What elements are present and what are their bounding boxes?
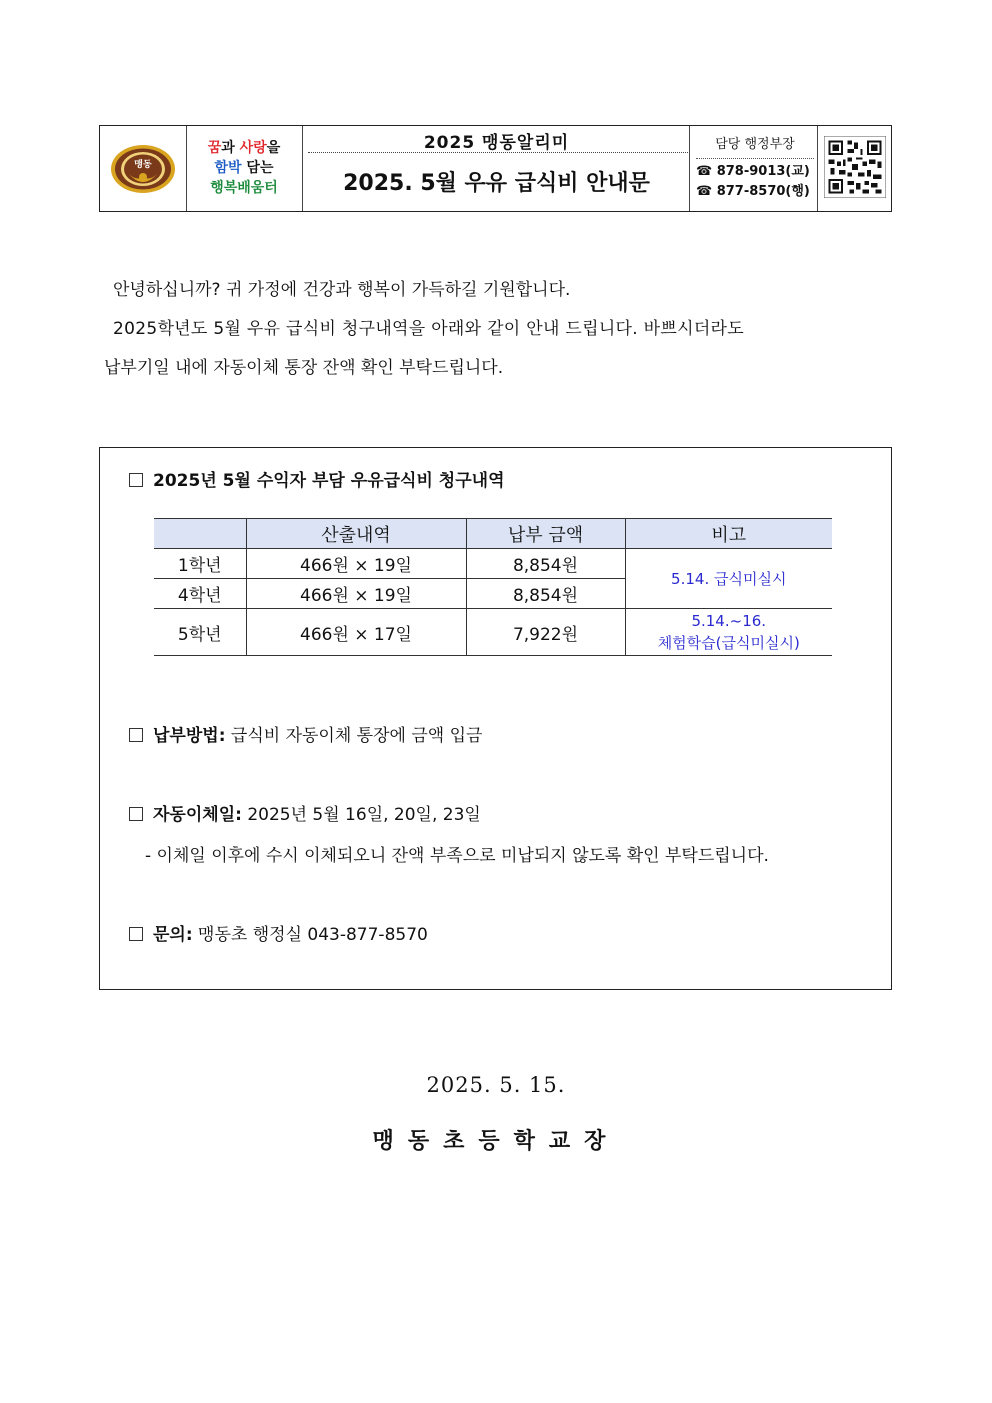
grade-cell: 1학년 [154, 549, 246, 579]
inquiry [129, 920, 428, 945]
header-divider [817, 126, 818, 211]
column-header [154, 519, 246, 549]
contact-separator [696, 158, 814, 159]
school-slogan [189, 138, 299, 198]
slogan-text: 과 [221, 140, 240, 156]
contact-phone-1: ☎ 878-9013(교) [696, 164, 810, 179]
document-title: 2025. 5월 우유 급식비 안내문 [343, 171, 650, 196]
slogan-text: 담는 [241, 160, 274, 176]
table-row [154, 609, 832, 656]
column-header: 산출내역 [246, 519, 466, 549]
header-divider [186, 126, 187, 211]
amount-cell: 8,854원 [466, 579, 625, 609]
auto-transfer [129, 800, 481, 825]
slogan-text: 함박 [214, 160, 242, 176]
table-row [154, 549, 832, 579]
checkbox-icon [129, 728, 143, 742]
logo-text: 맹동 [134, 160, 152, 170]
header-divider [302, 126, 303, 211]
payment-method-text: 급식비 자동이체 통장에 금액 입금 [225, 726, 483, 746]
amount-cell: 8,854원 [466, 549, 625, 579]
contact-phone-2: ☎ 877-8570(행) [696, 184, 810, 199]
note-cell: 5.14. 급식미실시 [625, 549, 832, 609]
newsletter-title: 2025 맹동알리미 [423, 133, 570, 153]
slogan-text: 행복배움터 [210, 180, 278, 196]
intro-line: 안녕하십니까? 귀 가정에 건강과 행복이 가득하길 기원합니다. [113, 280, 571, 300]
checkbox-icon [129, 927, 143, 941]
table-header-row [154, 519, 832, 549]
amount-cell: 7,922원 [466, 609, 625, 656]
slogan-text: 꿈 [207, 140, 222, 156]
column-header: 비고 [625, 519, 832, 549]
note-line: 체험학습(급식미실시) [657, 634, 800, 652]
intro-line: 납부기일 내에 자동이체 통장 잔액 확인 부탁드립니다. [104, 358, 504, 378]
grade-cell: 5학년 [154, 609, 246, 656]
header-box [99, 125, 892, 212]
qr-code-icon [824, 136, 886, 198]
inquiry-label: 문의: [153, 925, 193, 945]
slogan-text: 사랑 [239, 140, 267, 156]
calc-cell: 466원 × 19일 [246, 549, 466, 579]
note-cell [625, 609, 832, 656]
note-line: 5.14.~16. [691, 612, 767, 630]
payment-method [129, 721, 482, 746]
auto-transfer-note: - 이체일 이후에 수시 이체되오니 잔액 부족으로 미납되지 않도록 확인 부탁드립니다. [145, 846, 769, 866]
contact-label: 담당 행정부장 [715, 137, 795, 152]
header-divider [689, 126, 690, 211]
grade-cell: 4학년 [154, 579, 246, 609]
auto-transfer-label: 자동이체일: [153, 805, 242, 825]
intro-paragraph [104, 271, 894, 388]
checkbox-icon [129, 473, 143, 487]
column-header: 납부 금액 [466, 519, 625, 549]
billing-table [154, 518, 832, 656]
intro-line: 2025학년도 5월 우유 급식비 청구내역을 아래와 같이 안내 드립니다. 바쁘시더라도 [113, 319, 744, 339]
principal-signature: 맹동초등학교장 [372, 1129, 620, 1154]
auto-transfer-text: 2025년 5월 16일, 20일, 23일 [241, 805, 481, 825]
slogan-text: 을 [266, 140, 281, 156]
title-separator [308, 152, 688, 153]
contact-info [696, 134, 814, 202]
calc-cell: 466원 × 17일 [246, 609, 466, 656]
billing-heading-text: 2025년 5월 수익자 부담 우유급식비 청구내역 [153, 471, 505, 491]
calc-cell: 466원 × 19일 [246, 579, 466, 609]
document-date: 2025. 5. 15. [426, 1073, 566, 1097]
billing-box [99, 447, 892, 990]
inquiry-text: 맹동초 행정실 043-877-8570 [192, 925, 428, 945]
checkbox-icon [129, 807, 143, 821]
billing-heading [129, 466, 505, 491]
payment-method-label: 납부방법: [153, 726, 226, 746]
